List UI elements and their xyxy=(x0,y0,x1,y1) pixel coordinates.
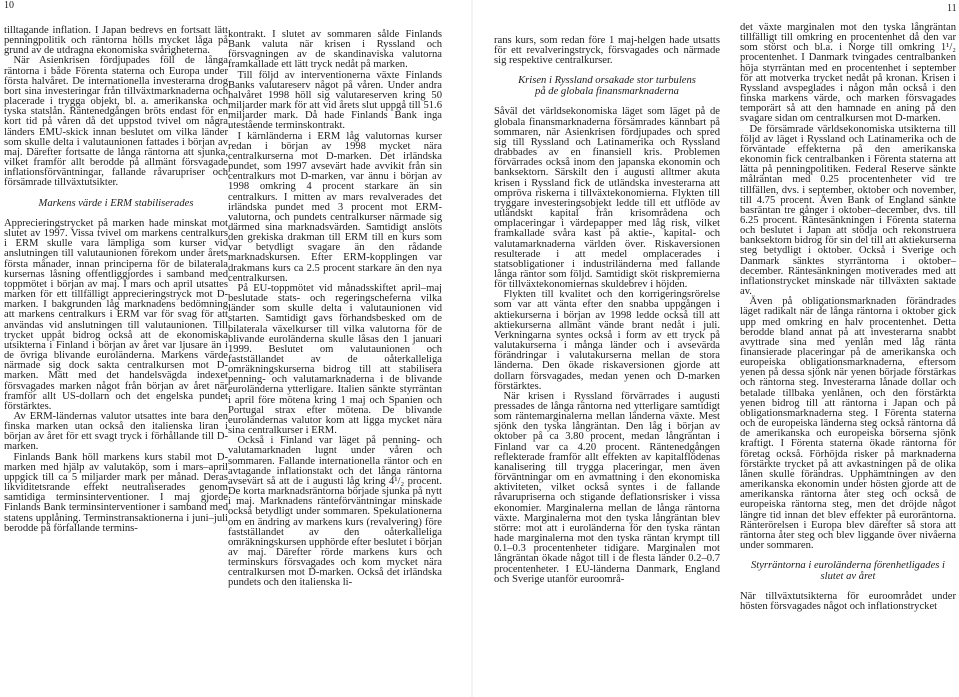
paragraph: rans kurs, som redan före 1 maj-helgen hade utsatts för ett revalveringstryck, försvagades och närmade sig respektive centralkurser. xyxy=(494,35,720,67)
paragraph: Också i Finland var läget på penning- och valutamarknaden lugnt under våren och sommaren. Fallande internationella räntor och en avtagande inflationstakt och det långa räntorna avsevärt så att de i augusti låg kring 4¹/₂ procent. De korta marknadsräntorna började sjunka på nytt i maj. Marknadens ränteförväntningar minskade också betydligt under sommaren. Spekulationerna om en ändring av markens kurs (revalvering) före fastställandet av den oåterkalleliga omräkningskursen upphörde efter beslutet i början av maj. Därefter rörde markens kurs och terminskurs försvagades och kom mycket nära centralkursen mot D-marken. Också det irländska pundets och den italienska li- xyxy=(228,435,442,589)
page-number-right: 11 xyxy=(947,3,957,14)
section-heading: Markens värde i ERM stabiliserades xyxy=(38,197,194,209)
text-column-3 xyxy=(494,36,720,585)
paragraph: På EU-toppmötet vid månadsskiftet april–maj beslutade stats- och regeringscheferna vilka länder som skulle delta i valutaunionen vid starten. Samtidigt gavs förhandsbesked om de bilaterala växelkurser till vilka valutorna för de blivande euroländerna skulle låsas den 1 januari 1999. Beslutet om valutaunionen och fastställandet av de oåterkalleliga omräkningskurserna bidrog till att stabilisera penning- och valutamarknaderna i de blivande euroländerna ytterligare. Italien sänkte styrräntan i april före mötena kring 1 maj och Spanien och Portugal strax efter mötena. De blivande euroländernas valutor kom att ligga mycket nära sina centralkurser i ERM. xyxy=(228,282,442,437)
text-column-4 xyxy=(740,23,956,612)
paragraph: Apprecieringstrycket på marken hade minskat mot slutet av 1997. Vissa tvivel om markens centralkurs i ERM skulle vara lämpliga som kurser vid anslutningen till valutaunionen förekom under årets första månader, innan principerna för de bilaterala kursernas låsning offentliggjordes i samband med toppmötet i början av maj. I mars och april utsattes marken för ett tillfälligt apprecieringstryck mot D-marken. I bakgrunden låg marknadens bedömning att markens centralkurs i ERM var för svag för att användas vid anslutningen till valutaunionen. Till trycket uppåt bidrog också att de ekonomiska utsikterna i Finland i början av året var ljusare än i de övriga blivande euroländerna. Markens värde närmade sig dock sakta centralkursen mot D-marken. Mätt med det handelsvägda indexet försvagades marken något från början av året när framför allt US-dollarn och det engelska pundet förstärktes. xyxy=(4,218,228,412)
section-heading xyxy=(740,561,956,582)
text-column-1 xyxy=(4,26,228,534)
paragraph: När tillväxtutsikterna för euroområdet under hösten försvagades något och inflationstrycket xyxy=(740,591,956,613)
text-column-2 xyxy=(228,30,442,589)
paragraph: I kärnländerna i ERM låg valutornas kurser redan i början av 1998 mycket nära centralkurserna mot D-marken. Det irländska pundet, som 1997 avsevärt hade avvikit från sin centralkurs mot D-marken, var ännu i början av 1998 omkring 4 procent starkare än sin centralkurs. I mitten av mars revalverades det irländska pundet med 3 procent mot ERM-valutorna, och pundets centralkurser närmade sig därmed sina marknadsvärden. Samtidigt anslöts den grekiska drakman till ERM till en kurs som var betydligt svagare än den rådande marknadskursen. Efter ERM-kopplingen var drakmans kurs ca 2.5 procent starkare än den nya centralkursen. xyxy=(228,130,442,284)
section-heading-line: på de globala finansmarknaderna xyxy=(535,85,679,97)
paragraph: Finlands Bank höll markens kurs stabil mot D-marken med hjälp av valutaköp, som i mars–april uppgick till ca 5 miljarder mark per månad. Deras likviditetsrande effekt neutraliserades genom samtidiga terminsinterventioner. I maj gjorde Finlands Bank terminsinterventioner i samband med statens upplåning. Terminstransaktionerna i juni–juli berodde på förfallande termins- xyxy=(4,451,228,534)
paragraph: det växte marginalen mot den tyska långräntan tillfälligt till omkring en procentenhet då den var som störst och bl.a. i Norge till omkring 1¹/₂ procentenhet. I Danmark tvingades centralbanken höja styrräntan med en procentenhet i september för att motverka trycket nedåt på kronan. Krisen i Ryssland avspeglades i någon mån också i den finska markens värde, och marken försvagades temporärt så att den hamnade en aning på den svagare sidan om centralkursen mot D-marken. xyxy=(740,22,956,125)
paragraph: När Asienkrisen fördjupades föll de långa räntorna i både Förenta staterna och Europa under första halvåret. De internationella investerarna drog bort sina investeringar från tillväxtmarknaderna och placerade i trygga objekt, bl. a. amerikanska och tyska statslån. Räntenedgången bröts endast för en kort tid på våren då det uppstod tvivel om några länders EMU-skick innan beslutet om vilka länder som skulle delta i valutaunionen fattades i början av maj. Därefter fortsatte de långa räntorna att sjunka, vilket framför allt berodde på allmänt försvagade inflationsförväntningar, fallande råvarupriser och försämrade tillväxtutsikter. xyxy=(4,55,228,189)
section-heading-line: Krisen i Ryssland orsakade stor turbulens xyxy=(518,75,696,87)
page-number-left: 10 xyxy=(4,0,14,11)
paragraph: Till följd av interventionerna växte Finlands Banks valutareserv något på våren. Under andra halvåret 1998 höll sig valutareserven kring 50 miljarder mark för att vid årets slut uppgå till 51.6 miljarder mark. Då hade Finlands Bank inga utestående terminskontrakt. xyxy=(228,69,442,132)
page-gutter xyxy=(471,0,473,697)
paragraph: När krisen i Ryssland förvärrades i augusti pressades de långa räntorna ned ytterligare samtidigt som räntemarginalerna mellan länderna växte. Mest sjönk den tyska långräntan. Den låg i början av oktober på ca 3.80 procent, medan långräntan i Finland var ca 4.20 procent. Räntenedgången reflekterade framför allt effekten av kapitalflödenas kanalisering till trygga placeringar, men även förväntningar om en avmattning i den ekonomiska aktiviteten, vilket också syntes i de fallande råvarupriserna och stigande deflationsrisker i vissa ekonomier. Marginalerna mellan de långa räntorna växte. Marginalerna mot den tyska långräntan blev större: mot att i euroländerna för den tyska räntan hade marginalerna mot den tyska räntan krympt till 0.1–0.3 procentenheter tidigare. Marginalen mot långräntan ökade något till i de flesta länder 0.2–0.7 procentenheter. I EU-länderna Danmark, England och Sverige utanför euroområ- xyxy=(494,390,720,585)
section-heading-line: slutet av året xyxy=(820,570,876,582)
section-heading xyxy=(494,76,720,97)
section-heading-line: Styrräntorna i euroländerna förenhetligades i xyxy=(750,560,945,572)
paragraph: kontrakt. I slutet av sommaren sålde Finlands Bank valuta när krisen i Ryssland och försvagningen av de skandinaviska valutorna framkallade ett lätt tryck nedåt på marken. xyxy=(228,29,442,71)
paragraph: Flykten till kvalitet och den korrigeringsrörelse som var att vänta efter den snabba uppgången i aktiekurserna i början av 1998 ledde också till att aktiekurserna allmänt vände brant nedåt i juli. Verkningarna syntes också i form av ett tryck på valutakurserna i många länder och i avsevärda förändringar i valutakurserna mellan de stora länderna. Den ökade riskaversionen gjorde att dollarn försvagades, medan yenen och D-marken förstärktes. xyxy=(494,289,720,392)
paragraph: Även på obligationsmarknaden förändrades läget radikalt när de långa räntorna i oktober gick upp med omkring en halv procentenhet. Detta berodde bland annat på att investerarna snabbt avyttrade sina med yenlån med låg ränta finansierade placeringar på de amerikanska och europeiska obligationsmarknaderna, eftersom yenen på dessa sjönk när yenen började förstärkas och räntorna steg. Investerarna lånade dollar och betalade tillbaka yenlånen, och den förstärkta yenen bidrog till att räntorna i Japan och på obligationsmarknaderna steg. I Förenta staterna och de europeiska länderna steg också räntorna då de amerikanska och europeiska börserna sjönk kraftigt. I Förenta staterna ökade räntorna för företag också. Förhöjda risker på marknaderna förstärkte trycket på att avkastningen på de olika lånen skulle förändras. Upphämtningen av den amerikanska ekonomin under hösten gjorde att de amerikanska räntorna åter steg och också de europeiska räntorna steg, men det dröjde något längre tid innan det blev effekter på euroräntorna. Ränterörelsen i Europa blev därefter så stora att räntorna åter steg och blev liggande över nivåerna under sommaren. xyxy=(740,296,956,551)
paragraph: tilltagande inflation. I Japan bedrevs en fortsatt lätt penningpolitik och räntorna hölls mycket låga på grund av de utdragna ekonomiska svårigheterna. xyxy=(4,25,228,57)
paragraph: De försämrade världsekonomiska utsikterna till följd av läget i Ryssland och Latinamerika och de förväntade effekterna på den amerikanska ekonomin fick centralbanken i Förenta staterna att lätta på penningpolitiken. Federal Reserve sänkte målräntan med 0.25 procentenheter vid tre tillfällen, dvs. i september, oktober och november, till 4.75 procent. Även Bank of England sänkte basräntan tre gånger i oktober–december, dvs. till 6.25 procent. Räntesänkningen i Förenta staterna och beslutet i Japan att stödja och rekonstruera banksektorn bidrog för sin del till att aktiekurserna steg betydligt i oktober. Också i Sverige och Danmark sänktes styrräntorna i oktober–december. Räntesänkningen motiverades med att inflationstrycket minskade när tillväxten saktade av. xyxy=(740,123,956,298)
paragraph: Av ERM-ländernas valutor utsattes inte bara den finska marken utan också den italienska liran i början av året för ett svagt tryck i förhållande till D-marken. xyxy=(4,410,228,453)
paragraph: Såväl det världsekonomiska läget som läget på de globala finansmarknaderna försämrades kännbart på sommaren, när Asienkrisen fördjupades och spred sig till Ryssland och Latinamerika och Ryssland drabbades av en finansiell kris. Problemen förvärrades också inom den japanska ekonomin och banksektorn. Särskilt den i augusti alltmer akuta krisen i Ryssland fick de utländska investerarna att ompröva riskerna i tillväxtekonomierna. Flykten till tryggare investeringsobjekt ledde till ett utflöde av utländskt kapital från krisområdena och omplaceringar i värdepapper med låg risk, vilket framkallade svåra kast på aktie-, kapital- och valutamarknaderna världen över. Riskaversionen resulterade i att medel omplacerades i statsobligationer i industriländerna med fallande långa räntor som följd. Samtidigt sköt riskpremierna för tillväxtekonomiernas skuldebrev i höjden. xyxy=(494,106,720,291)
